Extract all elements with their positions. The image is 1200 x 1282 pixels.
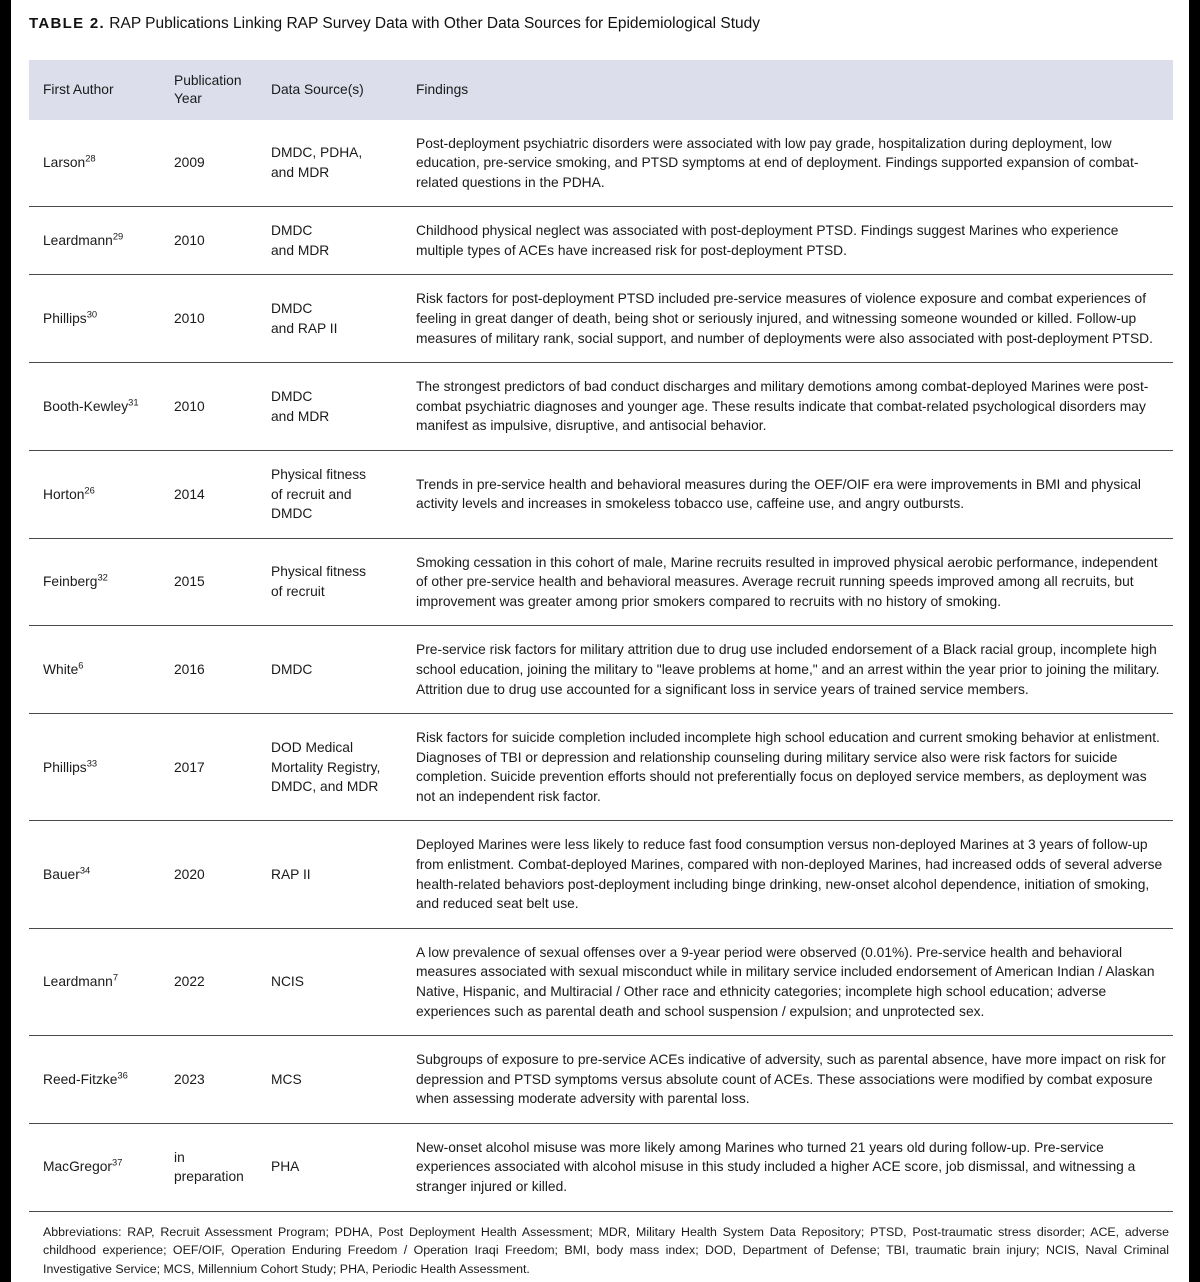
source-line: and RAP II [271,320,338,336]
table-header [29,60,1173,120]
source-line: NCIS [271,974,304,990]
cell-author [29,450,174,538]
cell-findings: Subgroups of exposure to pre-service ACEs indicative of adversity, such as parental absence, have more impact on risk for depression and PTSD symptoms versus absolute count of ACEs. These associations were modified by combat exposure when assessing moderate adversity with parental loss. [416,1036,1173,1124]
cell-source [271,714,416,821]
cell-findings: A low prevalence of sexual offenses over a 9-year period were observed (0.01%). Pre-service health and behavioral measures associated with sexual misconduct while in military service included endorsement of American Indian / Alaskan Native, Hispanic, and Multiracial / Other race and ethnicity categories; incomplete high school education; adverse experiences such as parental death and school suspension / expulsion; and unprotected sex. [416,928,1173,1035]
source-line: DMDC, PDHA, [271,145,363,161]
author-name: Reed-Fitzke [43,1071,118,1087]
source-line: PHA [271,1159,300,1175]
cell-findings: Trends in pre-service health and behavioral measures during the OEF/OIF era were improvements in BMI and physical activity levels and increases in smokeless tobacco use, caffeine use, and angry outbursts. [416,450,1173,538]
table-row [29,538,1173,626]
author-name: Bauer [43,866,80,882]
abbreviations-footnote: Abbreviations: RAP, Recruit Assessment Program; PDHA, Post Deployment Health Assessment; MDR, Military Health System Data Repository; PTSD, Post-traumatic stress disorder; ACE, adverse childhood experience; OEF/OIF, Operation Enduring Freedom / Operation Iraqi Freedom; BMI, body mass index; DOD, Department of Defense; TBI, traumatic brain injury; NCIS, Naval Criminal Investigative Service; MCS, Millennium Cohort Study; PHA, Periodic Health Assessment. [43,1224,1169,1276]
left-edge-bar [0,0,11,1282]
cell-author [29,714,174,821]
table-row [29,626,1173,714]
author-name: White [43,662,79,677]
table-body [29,120,1173,1211]
table-row [29,120,1173,207]
author-name: Leardmann [43,233,113,249]
table-row [29,714,1173,821]
cell-source [271,450,416,538]
cell-findings: Smoking cessation in this cohort of male, Marine recruits resulted in improved physical aerobic performance, independent of other pre-service health and behavioral measures. Average recruit running speeds improved among all recruits, but improvement was greater among prior smokers compared to recruits with no history of smoking. [416,538,1173,626]
author-ref: 30 [86,309,98,320]
cell-source [271,1123,416,1210]
source-line: DMDC [271,506,313,522]
author-ref: 33 [86,757,98,768]
year-line: in [174,1149,185,1165]
source-line: and MDR [271,242,330,258]
column-header-first-author: First Author [29,60,174,120]
cell-findings: Risk factors for suicide completion included incomplete high school education and current smoking behavior at enlistment. Diagnoses of TBI or depression and relationship counseling during military service also were risk factors for suicide completion. Suicide prevention efforts should not preferentially focus on deployed service members, as deployment was not an independent risk factor. [416,714,1173,821]
cell-source [271,207,416,275]
table-header-row [29,60,1173,120]
source-line: DMDC [271,301,313,317]
source-line: and MDR [271,164,330,180]
table-content [11,0,1189,1282]
cell-author [29,120,174,207]
author-name: Feinberg [43,574,98,590]
table-row [29,1036,1173,1124]
cell-year [174,1123,271,1210]
author-name: Horton [43,486,85,502]
table-row [29,1123,1173,1210]
cell-findings: Post-deployment psychiatric disorders were associated with low pay grade, hospitalization during deployment, low education, pre-service smoking, and PTSD symptoms at end of deployment. Findings supported expansion of combat-related questions in the PDHA. [416,135,1139,190]
table-row [29,821,1173,928]
table-row [29,207,1173,275]
author-name: MacGregor [43,1159,113,1175]
cell-author [29,1123,174,1210]
cell-findings: Childhood physical neglect was associated with post-deployment PTSD. Findings suggest Marines who experience multiple types of ACEs have increased risk for post-deployment PTSD. [416,207,1173,275]
source-line: MCS [271,1071,302,1087]
cell-source [271,538,416,626]
table-number-label: TABLE 2. [29,15,105,32]
author-ref: 31 [128,397,139,408]
author-name: Larson [43,155,86,171]
cell-findings: New-onset alcohol misuse was more likely among Marines who turned 21 years old during follow-up. Pre-service experiences associated with alcohol misuse in this study included a higher ACE score, job dismissal, and witnessing a stranger injured or killed. [416,1123,1173,1210]
author-ref: 29 [112,231,124,242]
source-line: DMDC [271,223,313,239]
cell-author [29,275,174,363]
cell-findings: Pre-service risk factors for military attrition due to drug use included endorsement of a Black racial group, incomplete high school education, joining the military to "leave problems at home," and an arrest within the year prior to joining the military. Attrition due to drug use accounted for a significant loss in service years of trained service members. [416,626,1173,714]
cell-author [29,363,174,451]
cell-year: 2016 [174,626,271,714]
right-edge-bar [1189,0,1200,1282]
cell-author [29,928,174,1035]
cell-source [271,275,416,363]
page-title [29,14,1173,34]
author-ref: 36 [117,1070,128,1081]
source-line: of recruit and [271,486,352,502]
rap-publications-table [29,60,1173,1211]
table-row [29,363,1173,451]
cell-year: 2020 [174,821,271,928]
author-name: Phillips [43,311,87,327]
author-ref: 37 [112,1157,123,1168]
cell-author [29,207,174,275]
cell-year: 2023 [174,1036,271,1124]
cell-year: 2014 [174,450,271,538]
cell-year: 2015 [174,538,271,626]
source-line: Physical fitness [271,564,367,580]
author-ref: 6 [78,660,84,671]
source-line: DMDC [271,389,313,404]
cell-author [29,1036,174,1124]
cell-source [271,363,416,451]
author-ref: 26 [84,484,95,495]
author-ref: 34 [79,865,91,876]
author-ref: 7 [112,972,119,983]
author-ref: 32 [97,572,108,583]
cell-source [271,120,416,207]
column-header-publication-year: Publication Year [174,60,271,120]
author-name: Booth-Kewley [43,398,129,414]
table-row [29,928,1173,1035]
cell-findings: The strongest predictors of bad conduct discharges and military demotions among combat-deployed Marines were post-combat psychiatric diagnoses and younger age. These results indicate that combat-related psychological disorders may manifest as impulsive, disruptive, and antisocial behavior. [416,363,1173,451]
cell-author [29,538,174,626]
source-line: DMDC [271,662,313,677]
author-ref: 28 [85,153,96,164]
cell-year: 2010 [174,363,271,451]
cell-source [271,1036,416,1124]
source-line: of recruit [271,584,325,600]
table-caption: RAP Publications Linking RAP Survey Data with Other Data Sources for Epidemiological Study [109,15,761,32]
cell-author [29,626,174,714]
source-line: DMDC, and MDR [271,779,379,795]
cell-source [271,821,416,928]
column-header-data-sources: Data Source(s) [271,60,416,120]
author-name: Leardmann [43,974,113,990]
source-line: Mortality Registry, [271,759,381,775]
cell-source [271,626,416,714]
source-line: RAP II [271,866,311,882]
source-line: Physical fitness [271,466,367,482]
cell-year: 2017 [174,714,271,821]
cell-findings: Risk factors for post-deployment PTSD included pre-service measures of violence exposure and combat experiences of feeling in great danger of death, being shot or seriously injured, and witnessing someone wounded or killed. Follow-up measures of military rank, social support, and number of deployments were also associated with post-deployment PTSD. [416,275,1173,363]
year-line: preparation [174,1169,244,1185]
cell-year: 2010 [174,275,271,363]
cell-year: 2010 [174,207,271,275]
column-header-findings: Findings [416,60,1173,120]
cell-findings: Deployed Marines were less likely to reduce fast food consumption versus non-deployed Marines at 3 years of follow-up from enlistment. Combat-deployed Marines, compared with non-deployed Marines, had increased odds of several adverse health-related behaviors post-deployment including binge drinking, new-onset alcohol dependence, initiation of smoking, and reduced seat belt use. [416,821,1173,928]
cell-author [29,821,174,928]
source-line: and MDR [271,408,330,424]
cell-year: 2022 [174,928,271,1035]
author-name: Phillips [43,759,87,775]
cell-source [271,928,416,1035]
table-row [29,275,1173,363]
table-row [29,450,1173,538]
cell-year: 2009 [174,155,205,171]
source-line: DOD Medical [271,739,354,755]
